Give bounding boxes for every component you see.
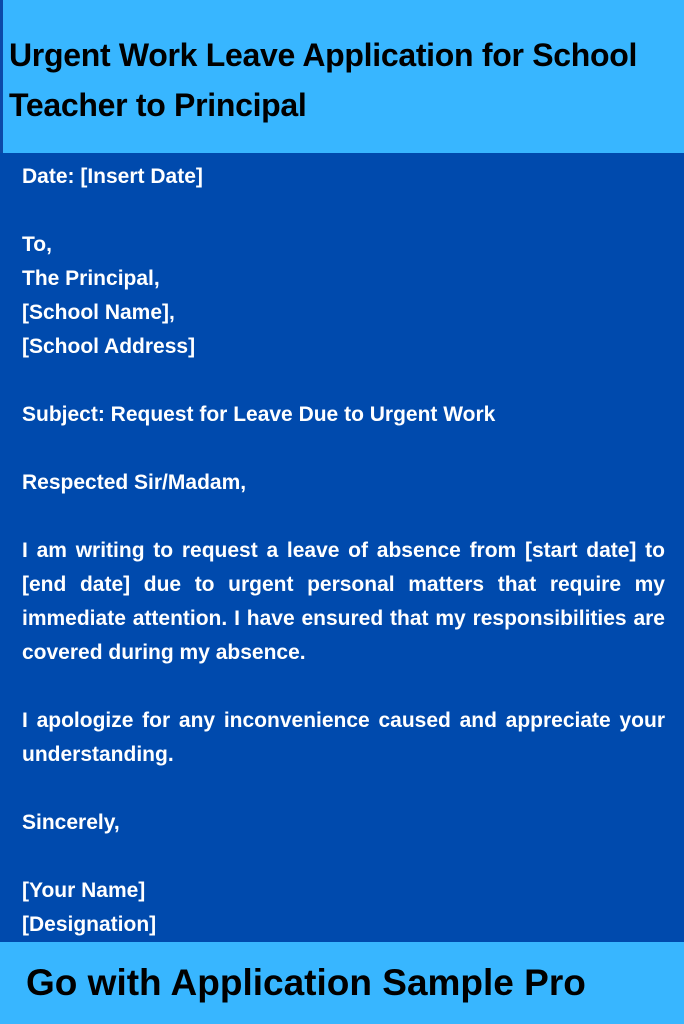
letter-closing: Sincerely, (22, 811, 120, 834)
recipient-school-name: [School Name], (22, 301, 175, 324)
signature-designation: [Designation] (22, 913, 157, 936)
letter-subject: Subject: Request for Leave Due to Urgent Work (22, 403, 496, 426)
letter-body-paragraph-2: I apologize for any inconvenience caused and appreciate your understanding. (22, 709, 665, 766)
letter-body (0, 153, 684, 942)
signature-name: [Your Name] (22, 879, 146, 902)
footer-banner (0, 942, 684, 1024)
letter-date: Date: [Insert Date] (22, 165, 203, 188)
recipient-school-address: [School Address] (22, 335, 196, 358)
letter-salutation: Respected Sir/Madam, (22, 471, 247, 494)
footer-brand-text: Go with Application Sample Pro (26, 962, 586, 1003)
recipient-to: To, (22, 233, 52, 256)
recipient-title: The Principal, (22, 267, 160, 290)
page-title: Urgent Work Leave Application for School Teacher to Principal (9, 37, 638, 123)
letter-body-paragraph-1: I am writing to request a leave of absence from [start date] to [end date] due to urgent personal matters that require my immediate attention. I have ensured that my responsibilities are covered during my absence. (22, 539, 665, 664)
header-banner (0, 0, 684, 153)
